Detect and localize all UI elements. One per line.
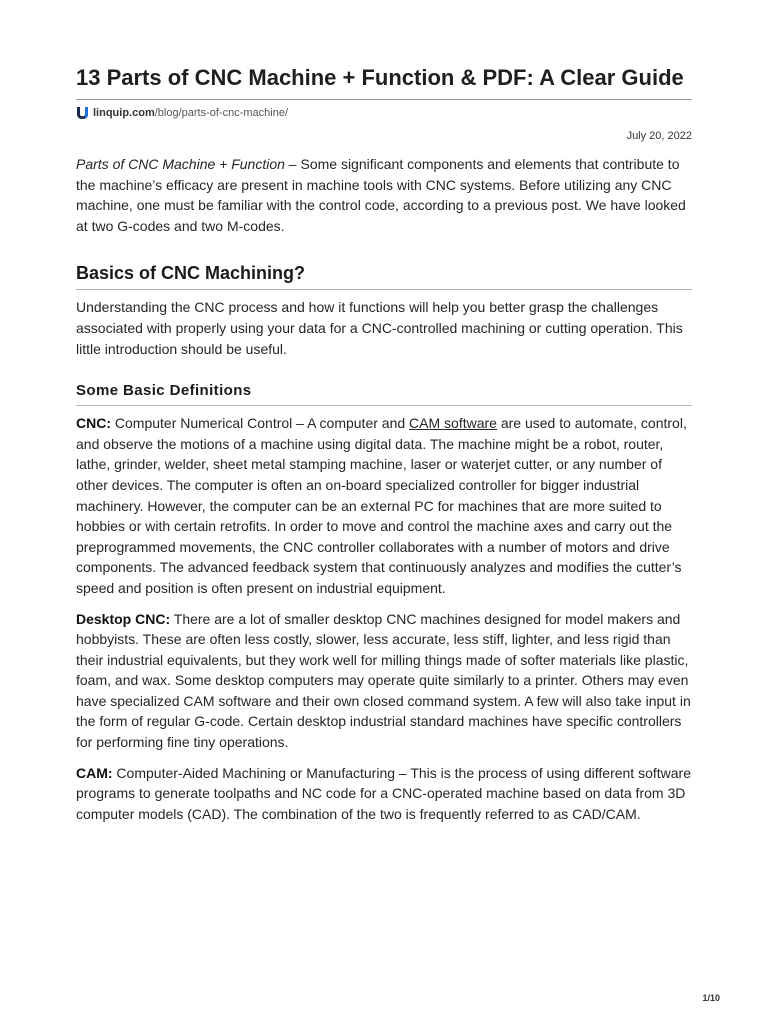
intro-text: – Some significant components and elements that contribute to the machine’s efficacy are present in machine tools with CNC systems. Before utilizing any CNC machine, one must be familiar with the control code, according to a previous post. We have looked at two G-codes and two M-codes. — [76, 156, 686, 234]
title-divider — [76, 99, 692, 100]
source-line — [76, 103, 692, 123]
definition-text: There are a lot of smaller desktop CNC machines designed for model makers and hobbyists. These are often less costly, slower, less accurate, less stiff, lighter, and less rigid than their industrial equivalents, but they work well for milling things made of softer materials like plastic, foam, and wax. Some desktop computers may operate quite similarly to a printer. Others may even have specialized CAM software and their own closed command system. A few will also take input in the form of regular G-code. Certain desktop industrial standard machines have specific controllers for performing fine tiny operations. — [76, 610, 691, 751]
publish-date: July 20, 2022 — [626, 130, 692, 142]
term-cam: CAM: — [76, 764, 113, 781]
basics-paragraph: Understanding the CNC process and how it functions will help you better grasp the challenges associated with properly using your data for a CNC-controlled machining or cutting operation. This little introduction should be useful. — [76, 299, 683, 357]
section-heading-basics: Basics of CNC Machining? — [76, 263, 306, 284]
definition-desktop-cnc — [76, 609, 692, 753]
page-number: 1/10 — [702, 993, 720, 1003]
source-path[interactable]: /blog/parts-of-cnc-machine/ — [154, 107, 289, 119]
page-title: 13 Parts of CNC Machine + Function & PDF: A Clear Guide — [76, 65, 684, 90]
term-cnc: CNC: — [76, 415, 111, 432]
document-page — [76, 64, 692, 824]
term-desktop-cnc: Desktop CNC: — [76, 610, 171, 627]
definition-cam — [76, 763, 692, 825]
section-divider — [76, 289, 692, 290]
cam-software-link[interactable]: CAM software — [409, 415, 497, 432]
definition-text: Computer-Aided Machining or Manufacturing – This is the process of using different software programs to generate toolpaths and NC code for a CNC-operated machine based on data from 3D computer models (CAD). The combination of the two is frequently referred to as CAD/CAM. — [76, 764, 691, 822]
definition-text: are used to automate, control, and observe the motions of a machine using digital data. The machine might be a robot, router, lathe, grinder, welder, sheet metal stamping machine, laser or waterjet cutter, or any number of other devices. The computer is often an on-board specialized controller for bigger industrial machinery. However, the computer can be an external PC for machines that are more suited to hobbies or with certain retrofits. In order to move and control the machine axes and carry out the preprogrammed movements, the CNC controller collaborates with a number of motors and drive components. The advanced feedback system that continuously analyzes and modifies the cutter’s speed and position is often present on industrial equipment. — [76, 415, 687, 596]
section-heading-definitions: Some Basic Definitions — [76, 382, 252, 400]
intro-lead: Parts of CNC Machine + Function — [76, 156, 285, 172]
section-divider — [76, 405, 692, 406]
definition-text: Computer Numerical Control – A computer and — [111, 415, 410, 432]
intro-paragraph — [76, 154, 692, 236]
source-domain[interactable]: linquip.com — [93, 107, 155, 119]
definition-cnc — [76, 413, 692, 598]
linquip-logo-icon — [76, 106, 89, 120]
